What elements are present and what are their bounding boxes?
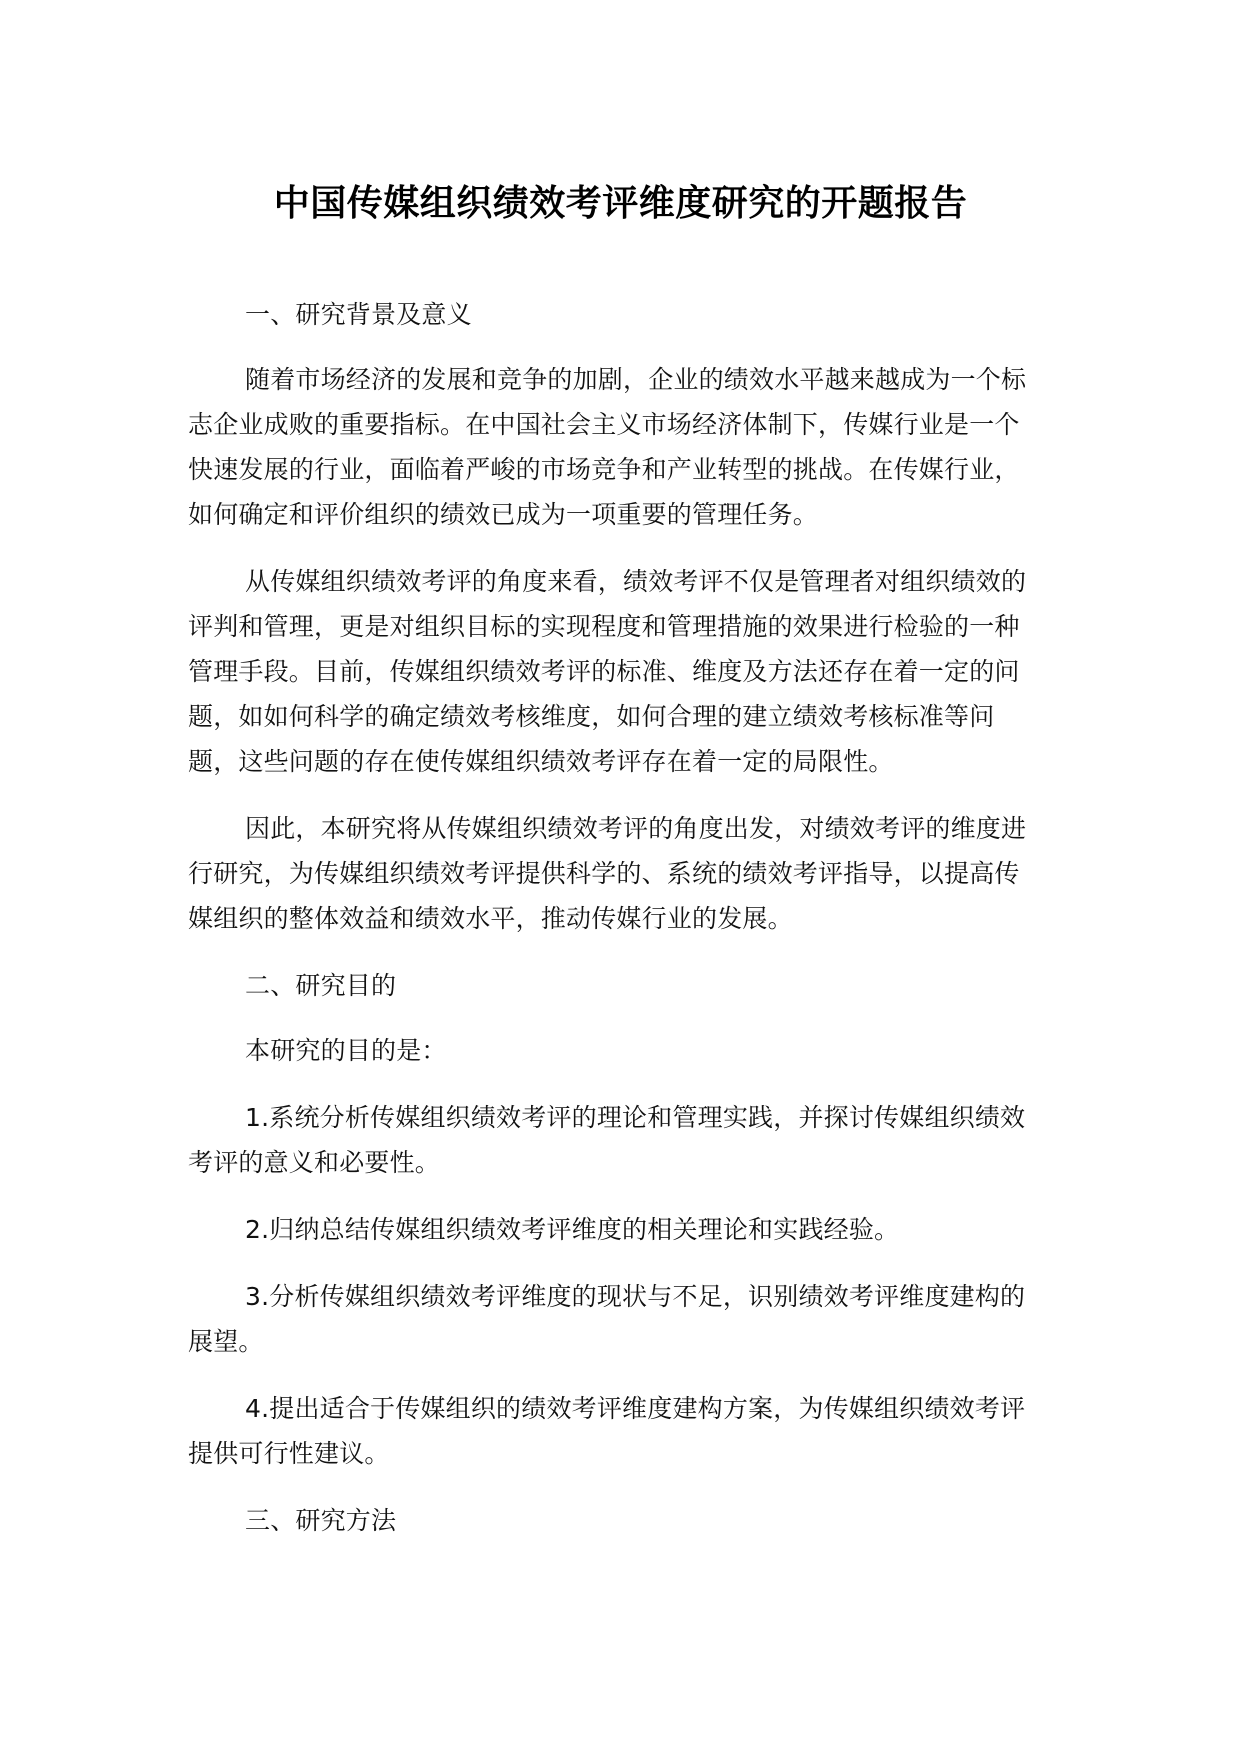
document-title: 中国传媒组织绩效考评维度研究的开题报告	[273, 183, 968, 224]
list-item-purpose-4: 4.提出适合于传媒组织的绩效考评维度建构方案，为传媒组织绩效考评提供可行性建议。	[188, 1394, 1026, 1468]
list-item-purpose-2: 2.归纳总结传媒组织绩效考评维度的相关理论和实践经验。	[245, 1215, 900, 1244]
document-body	[188, 292, 1036, 1563]
section-heading-methods: 三、研究方法	[245, 1506, 397, 1535]
list-item-purpose-1: 1.系统分析传媒组织绩效考评的理论和管理实践，并探讨传媒组织绩效考评的意义和必要性。	[188, 1103, 1026, 1177]
section-heading-purpose: 二、研究目的	[245, 971, 397, 1000]
paragraph-background-1: 随着市场经济的发展和竞争的加剧，企业的绩效水平越来越成为一个标志企业成败的重要指标。在中国社会主义市场经济体制下，传媒行业是一个快速发展的行业，面临着严峻的市场竞争和产业转型的挑战。在传媒行业，如何确定和评价组织的绩效已成为一项重要的管理任务。	[188, 365, 1027, 529]
paragraph-background-3: 因此，本研究将从传媒组织绩效考评的角度出发，对绩效考评的维度进行研究，为传媒组织绩效考评提供科学的、系统的绩效考评指导，以提高传媒组织的整体效益和绩效水平，推动传媒行业的发展。	[188, 814, 1027, 933]
list-item-purpose-3: 3.分析传媒组织绩效考评维度的现状与不足，识别绩效考评维度建构的展望。	[188, 1282, 1026, 1356]
paragraph-purpose-intro: 本研究的目的是：	[245, 1036, 447, 1065]
paragraph-background-2: 从传媒组织绩效考评的角度来看，绩效考评不仅是管理者对组织绩效的评判和管理，更是对组织目标的实现程度和管理措施的效果进行检验的一种管理手段。目前，传媒组织绩效考评的标准、维度及方法还存在着一定的问题，如如何科学的确定绩效考核维度，如何合理的建立绩效考核标准等问题，这些问题的存在使传媒组织绩效考评存在着一定的局限性。	[188, 567, 1027, 776]
section-heading-background: 一、研究背景及意义	[245, 300, 472, 329]
